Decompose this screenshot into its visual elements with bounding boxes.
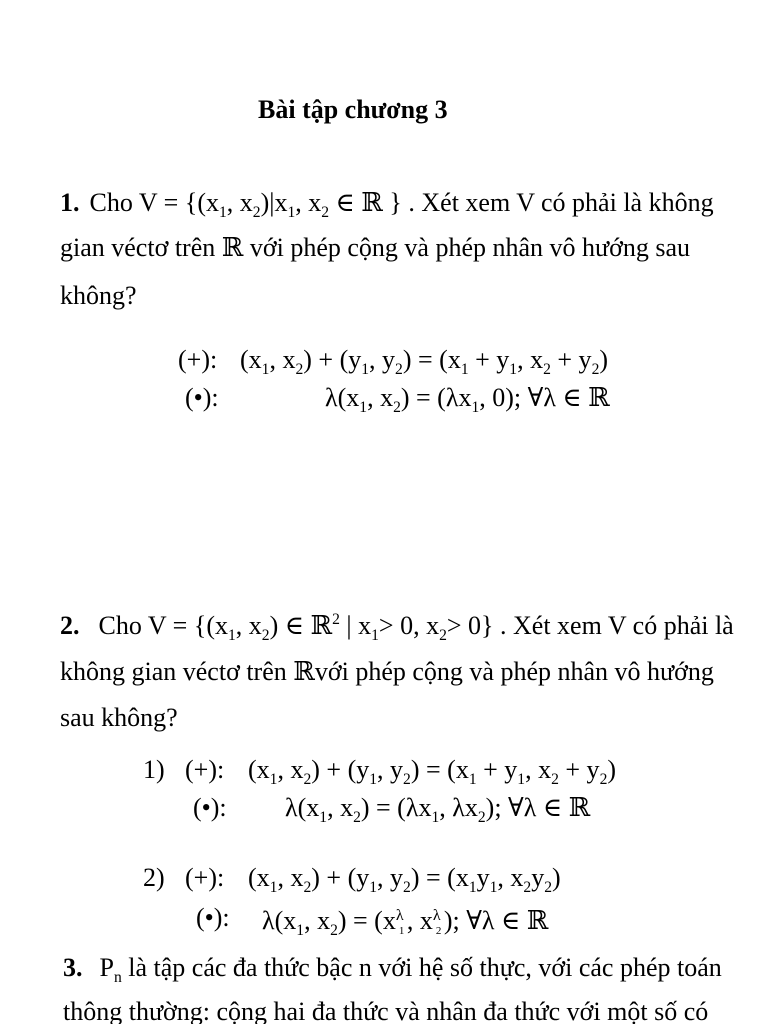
superscript-subscript-pair xyxy=(395,903,407,937)
operation-row xyxy=(0,383,768,416)
operation-label: (•): xyxy=(185,383,219,412)
text-run: , x xyxy=(367,383,394,412)
text-run: | x xyxy=(339,611,372,640)
text-run: λ(x xyxy=(325,383,360,412)
exercise-text xyxy=(89,188,714,221)
text-run: (x xyxy=(248,863,270,892)
text-run: ) = (x xyxy=(402,345,461,374)
subscript: 2 xyxy=(303,770,312,788)
subscript: 1 xyxy=(361,360,370,378)
text-run: , x xyxy=(277,863,304,892)
operation-label: (•): xyxy=(193,793,227,822)
text-run: ) + (y xyxy=(303,345,362,374)
subscript: 1 xyxy=(296,921,305,939)
subscript: 1 xyxy=(218,203,227,221)
text-run: , x xyxy=(235,611,262,640)
operation-set-marker: 1) xyxy=(143,755,165,784)
text-run: λ(x xyxy=(285,793,320,822)
text-run: ) xyxy=(599,345,609,374)
operation-formula xyxy=(248,755,617,788)
exercise-line xyxy=(60,188,714,221)
subscript: 1 xyxy=(431,808,440,826)
text-run: ) = (x xyxy=(337,906,396,935)
text-run: , x xyxy=(277,755,304,784)
text-run: sau không? xyxy=(60,703,178,732)
subscript: 1 xyxy=(517,770,526,788)
subscript: 2 xyxy=(303,878,312,896)
subscript: 1 xyxy=(371,626,379,644)
subscript: 1 xyxy=(460,360,469,378)
text-run: , x xyxy=(226,188,253,217)
text-run: ) = (x xyxy=(410,863,469,892)
subscript: n xyxy=(113,968,122,986)
text-run: không? xyxy=(60,281,137,310)
text-run: ) + (y xyxy=(311,755,370,784)
text-run: ); ∀λ ∈ ℝ xyxy=(485,793,591,822)
subscript: 2 xyxy=(523,878,532,896)
subscript: 2 xyxy=(395,360,403,378)
subscript: 1 xyxy=(319,808,328,826)
subscript: 1 xyxy=(398,925,405,937)
operation-formula xyxy=(262,903,549,939)
subscript: 1 xyxy=(359,398,368,416)
operation-row xyxy=(0,755,768,788)
text-run: , x xyxy=(406,906,433,935)
operation-formula xyxy=(325,383,610,416)
subscript: 2 xyxy=(252,203,261,221)
text-run: ) + (y xyxy=(311,863,370,892)
text-run: y xyxy=(476,863,490,892)
text-run: , x xyxy=(497,863,524,892)
text-run: + y xyxy=(550,345,592,374)
exercise-line xyxy=(63,953,722,986)
text-run: , y xyxy=(377,863,404,892)
subscript: 1 xyxy=(269,878,278,896)
text-run: , y xyxy=(369,345,396,374)
text-run: , 0); ∀λ ∈ ℝ xyxy=(479,383,610,412)
text-run: , x xyxy=(295,188,322,217)
superscript: 2 xyxy=(332,611,340,629)
text-run: + y xyxy=(558,755,600,784)
subscript: 2 xyxy=(477,808,486,826)
superscript-subscript-pair xyxy=(432,903,444,937)
subscript: 2 xyxy=(295,360,304,378)
subscript: 1 xyxy=(468,878,477,896)
superscript: λ xyxy=(395,907,404,924)
text-run: (x xyxy=(240,345,262,374)
text-run: gian véctơ trên ℝ với phép cộng và phép nhân vô hướng sau xyxy=(60,233,691,262)
subscript: 2 xyxy=(353,808,361,826)
subscript: 1 xyxy=(468,770,477,788)
text-run: , x xyxy=(304,906,331,935)
operation-formula xyxy=(248,863,561,896)
text-run: Cho V = {(x xyxy=(89,188,219,217)
text-run: là tập các đa thức bậc n với hệ số thực, với các phép toán xyxy=(121,953,722,982)
operation-label: (+): xyxy=(185,863,225,892)
text-run: ) = (λx xyxy=(400,383,472,412)
text-run: ) xyxy=(607,755,617,784)
exercise-line xyxy=(60,233,690,263)
text-run: P xyxy=(99,953,114,982)
operation-label: (•): xyxy=(196,903,230,932)
subscript: 1 xyxy=(489,878,498,896)
exercise-line xyxy=(60,281,137,311)
text-run: , λx xyxy=(439,793,478,822)
subscript: 2 xyxy=(321,203,330,221)
text-run: > 0, x xyxy=(378,611,440,640)
operation-row xyxy=(0,863,768,896)
text-run: )|x xyxy=(260,188,288,217)
text-run: ); ∀λ ∈ ℝ xyxy=(443,906,549,935)
text-run: , y xyxy=(377,755,404,784)
exercise-line xyxy=(60,703,178,733)
exercise-line xyxy=(60,611,734,644)
operation-label: (+): xyxy=(185,755,225,784)
subscript: 1 xyxy=(369,770,378,788)
subscript: 1 xyxy=(269,770,278,788)
page-title: Bài tập chương 3 xyxy=(258,95,448,124)
operation-row xyxy=(0,903,768,939)
text-run: không gian véctơ trên ℝvới phép cộng và phép nhân vô hướng xyxy=(60,657,714,686)
text-run: ) = (λx xyxy=(360,793,432,822)
text-run: ∈ ℝ } . Xét xem V có phải là không xyxy=(329,188,714,217)
subscript: 2 xyxy=(330,921,338,939)
subscript: 1 xyxy=(261,360,270,378)
superscript: λ xyxy=(432,907,441,924)
subscript: 2 xyxy=(591,360,600,378)
subscript: 2 xyxy=(393,398,401,416)
text-run: , x xyxy=(269,345,296,374)
subscript: 1 xyxy=(471,398,480,416)
exercise-text xyxy=(98,611,734,644)
exercise-line: thông thường: cộng hai đa thức và nhân đa thức với một số có xyxy=(63,997,709,1024)
exercise-line xyxy=(60,657,714,687)
subscript: 2 xyxy=(599,770,608,788)
subscript: 1 xyxy=(227,626,236,644)
subscript: 1 xyxy=(509,360,518,378)
subscript: 2 xyxy=(543,360,551,378)
text-run: , x xyxy=(525,755,552,784)
text-run: + y xyxy=(476,755,518,784)
text-run: ) xyxy=(552,863,561,892)
operation-formula xyxy=(285,793,591,826)
text-run: , x xyxy=(517,345,544,374)
text-run: λ(x xyxy=(262,906,297,935)
exercise-text xyxy=(99,953,722,986)
subscript: 2 xyxy=(551,770,559,788)
text-run: y xyxy=(531,863,545,892)
operation-row xyxy=(0,793,768,826)
subscript: 1 xyxy=(369,878,378,896)
text-run: , x xyxy=(327,793,354,822)
text-run: ) ∈ ℝ xyxy=(269,611,333,640)
subscript: 2 xyxy=(403,770,411,788)
text-run: ) = (x xyxy=(410,755,469,784)
operation-row xyxy=(0,345,768,378)
subscript: 2 xyxy=(403,878,411,896)
subscript: 2 xyxy=(544,878,553,896)
exercise-number: 2. xyxy=(60,611,80,640)
subscript: 2 xyxy=(261,626,270,644)
operation-label: (+): xyxy=(178,345,218,374)
subscript: 1 xyxy=(287,203,296,221)
exercise-number: 1. xyxy=(60,188,80,217)
operation-set-marker: 2) xyxy=(143,863,165,892)
text-run: + y xyxy=(468,345,510,374)
text-run: Cho V = {(x xyxy=(98,611,228,640)
operation-formula xyxy=(240,345,609,378)
subscript: 2 xyxy=(439,626,447,644)
text-run: > 0} . Xét xem V có phải là xyxy=(446,611,734,640)
text-run: (x xyxy=(248,755,270,784)
subscript: 2 xyxy=(435,925,442,937)
exercise-number: 3. xyxy=(63,953,83,982)
